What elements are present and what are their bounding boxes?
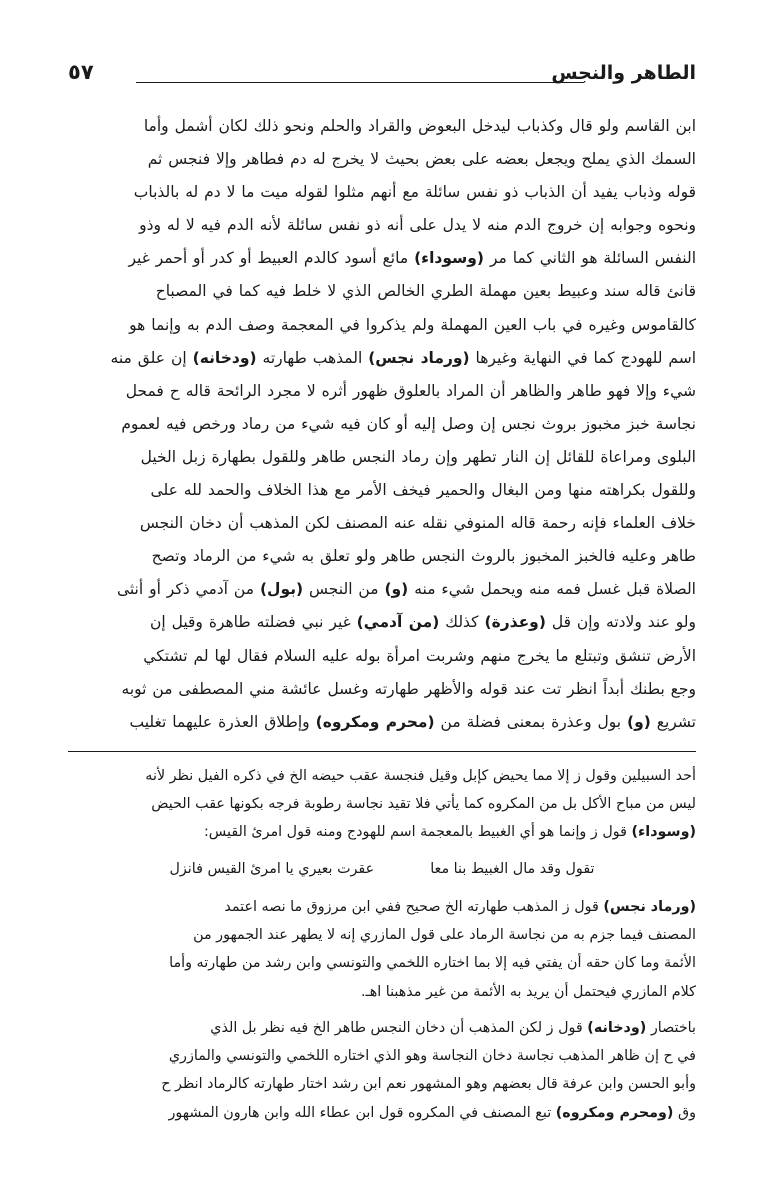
footnote-line: ليس من مباح الأكل بل من المكروه كما يأتي فلا تقيد نجاسة رطوبة فرجه بكونها عقب الحيض [151, 796, 696, 813]
main-text-line: ابن القاسم ولو قال وكذباب ليدخل البعوض والقراد والحلم ونحو ذلك لكان أشمل وأما [143, 117, 696, 135]
page-number: ٥٧ [68, 60, 94, 84]
main-text-line: شيء وإلا فهو طاهر والظاهر أن المراد بالعلوق ظهور أثره لا مجرد الرائحة قاله ح فمحل [125, 381, 696, 400]
footnote-line: (وسوداء) قول ز وإنما هو أي الغبيط بالمعجمة اسم للهودج ومنه قول امرئ القيس: [203, 824, 696, 841]
main-text-line: وللقول بكراهته منها ومن البغال والحمير فيخف الأمر مع هذا الخلاف والحمد لله على [150, 481, 696, 500]
main-text-line: الصلاة قبل غسل فمه منه ويحمل شيء منه (و) من النجس (بول) من آدمي ذكر أو أنثى [116, 580, 696, 599]
main-text-line: قوله وذباب يفيد أن الذباب ذو نفس سائلة مع أنهم مثلوا لقوله ميت ما لا دم له بالذباب [133, 183, 696, 202]
footnote-line: وأبو الحسن وابن عرفة قال بعضهم وهو المشهور نعم ابن رشد اختار طهارته كالرماد انظر ح [161, 1076, 696, 1093]
footnote-line: المصنف فيما جزم به من نجاسة الرماد على قول المازري إنه لا يطهر عند الجمهور من [193, 926, 696, 943]
main-text-line: ونحوه وجوابه إن خروج الدم منه لا يدل على أنه ذو نفس سائلة لأنه الدم فيه لا له وذو [139, 216, 696, 235]
main-text-line: اسم للهودج كما في النهاية وغيرها (ورماد نجس) المذهب طهارته (ودخانه) إن علق منه [110, 348, 696, 367]
main-text-line: البلوى ومراعاة للقائل إن النار تطهر وإن رماد النجس طاهر وللقول بطهارة زبل الخيل [140, 447, 696, 466]
poetry-verse [68, 855, 696, 883]
main-text-line: قانئ قاله سند وعبيط بعين مهملة الطري الخالص الذي لا خلط فيه كما في المصباح [155, 282, 696, 301]
footnote-line: أحد السبيلين وقول ز إلا مما يحيض كإبل وقيل فنجسة عقب حيضه الخ في ذكره الفيل نظر لأنه [145, 767, 696, 784]
main-text-line: ولو عند ولادته وإن قل (وعذرة) كذلك (من آدمي) غير نبي فضلته طاهرة وقيل إن [149, 613, 696, 632]
main-text-line: خلاف العلماء فإنه رحمة قاله المنوفي نقله عنه المصنف لكن المذهب أن دخان النجس [139, 514, 696, 533]
footnote-line: وق (ومحرم ومكروه) تبع المصنف في المكروه قول ابن عطاء الله وابن هارون المشهور [168, 1104, 696, 1121]
book-page [68, 60, 696, 1140]
main-text [68, 110, 696, 739]
main-text-line: طاهر وعليه فالخبز المخبوز بالروث النجس طاهر ولو تعلق به شيء من الرماد وتصح [151, 547, 696, 566]
verse-first-hemistich: تقول وقد مال الغبيط بنا معا [430, 860, 595, 877]
main-text-line: وجع بطنك أبداً انظر تت عند قوله والأظهر طهارته وغسل عائشة مني المصطفى من ثوبه [121, 679, 696, 698]
footnote-line: في ح إن ظاهر المذهب نجاسة دخان النجاسة وهو الذي اختاره اللخمي والتونسي والمازري [168, 1048, 696, 1065]
footnote-block-1 [68, 762, 696, 847]
main-text-line: كالقاموس وغيره في باب العين المهملة ولم يذكروا في المعجمة وصف الدم به وإنما هو [129, 315, 696, 334]
main-text-line: تشريع (و) بول وعذرة بمعنى فضلة من (محرم ومكروه) وإطلاق العذرة عليهما تغليب [129, 712, 696, 731]
verse-second-hemistich: عقرت بعيري يا امرئ القيس فانزل [169, 860, 375, 877]
footnote-line: باختصار (ودخانه) قول ز لكن المذهب أن دخان النجس طاهر الخ فيه نظر بل الذي [210, 1019, 696, 1036]
footnote-line: كلام المازري فيحتمل أن يريد به الأئمة من غير مذهبنا اهـ. [360, 983, 696, 1000]
footnote-line: (ورماد نجس) قول ز المذهب طهارته الخ صحيح ففي ابن مرزوق ما نصه اعتمد [224, 898, 696, 915]
main-text-line: الأرض تنشق وتبتلع ما يخرج منهم وشربت امرأة بوله عليه السلام فقال لها لم تشتكي [143, 646, 696, 665]
running-header [68, 60, 696, 96]
footnote-line: الأئمة وما كان حقه أن يفتي فيه إلا بما اختاره اللخمي والتونسي وابن رشد من طهارته وأما [169, 955, 696, 972]
chapter-title: الطاهر والنجس [551, 62, 696, 84]
header-rule [136, 82, 584, 83]
main-text-line: نجاسة خبز مخبوز بروث نجس إن وصل إليه أو كان فيه شيء من رماد ورخص فيه لعموم [121, 414, 696, 433]
footnotes [68, 762, 696, 1127]
main-text-line: النفس السائلة هو الثاني كما مر (وسوداء) مائع أسود كالدم العبيط أو كدر أو أحمر غير [128, 249, 696, 268]
footnote-separator [68, 751, 696, 752]
footnote-block-2 [68, 893, 696, 1006]
main-text-line: السمك الذي يملح ويجعل بعضه على بعض بحيث لا يخرج له دم فطاهر وإلا فنجس ثم [147, 150, 696, 169]
footnote-block-3 [68, 1014, 696, 1127]
